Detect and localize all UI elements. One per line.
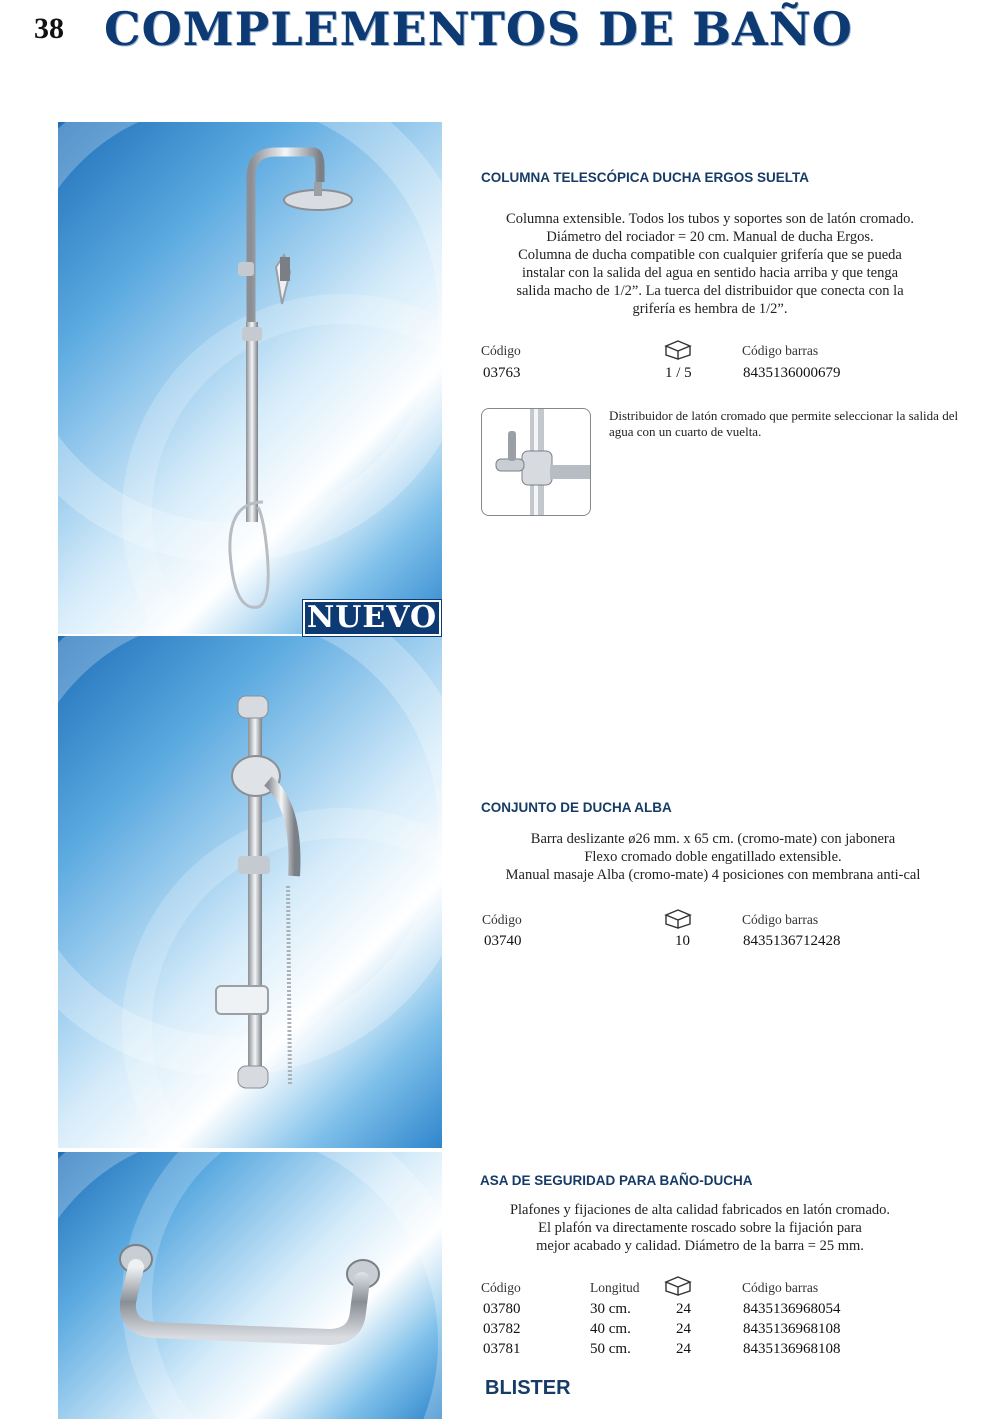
code-label: Código: [482, 912, 522, 927]
product-image-shower-column: [58, 122, 442, 634]
package-box-icon: [664, 909, 692, 929]
page-number: 38: [34, 12, 64, 45]
barcode-value: 8435136968108: [743, 1321, 841, 1337]
barcode-label: Código barras: [742, 343, 819, 358]
product-title: ASA DE SEGURIDAD PARA BAÑO-DUCHA: [480, 1173, 753, 1188]
product-length: 50 cm.: [590, 1341, 631, 1357]
package-quantity: 10: [675, 933, 690, 949]
description-line: Columna extensible. Todos los tubos y soportes son de latón cromado.: [506, 211, 914, 227]
description-line: salida macho de 1/2”. La tuerca del distribuidor que conecta con la: [516, 283, 904, 299]
barcode-value: 8435136968108: [743, 1341, 841, 1357]
blister-label: BLISTER: [485, 1377, 571, 1399]
product-image-grab-bar: [58, 1152, 442, 1419]
grab-bar-illustration: [58, 1152, 442, 1419]
product-length: 40 cm.: [590, 1321, 631, 1337]
package-box-icon: [664, 1276, 692, 1296]
package-quantity: 1 / 5: [665, 365, 692, 381]
shower-column-illustration: [58, 122, 442, 634]
barcode-value: 8435136712428: [743, 933, 841, 949]
page-title: COMPLEMENTOS DE BAÑO: [104, 2, 853, 56]
code-label: Código: [481, 1280, 521, 1295]
product-code: 03782: [483, 1321, 521, 1337]
product-description: [470, 210, 950, 318]
product-description: [465, 1201, 935, 1255]
distributor-image: [481, 408, 591, 516]
length-label: Longitud: [590, 1280, 640, 1295]
description-line: instalar con la salida del agua en sentido hacia arriba y que tenga: [521, 265, 899, 281]
description-line: Columna de ducha compatible con cualquier grifería que se pueda: [518, 247, 902, 263]
distributor-illustration: [482, 409, 590, 515]
shower-set-illustration: [58, 636, 442, 1148]
package-quantity: 24: [676, 1321, 691, 1337]
description-line: mejor acabado y calidad. Diámetro de la barra = 25 mm.: [536, 1238, 864, 1254]
description-line: Diámetro del rociador = 20 cm. Manual de ducha Ergos.: [546, 229, 874, 245]
product-image-shower-set: [58, 636, 442, 1148]
barcode-value: 8435136000679: [743, 365, 841, 381]
code-label: Código: [481, 343, 521, 358]
product-code: 03763: [483, 365, 521, 381]
barcode-label: Código barras: [742, 1280, 819, 1295]
description-line: Barra deslizante ø26 mm. x 65 cm. (cromo-mate) con jabonera: [530, 831, 896, 847]
barcode-value: 8435136968054: [743, 1301, 841, 1317]
distributor-note: Distribuidor de latón cromado que permite seleccionar la salida del agua con un cuarto de vuelta.: [609, 408, 959, 439]
product-length: 30 cm.: [590, 1301, 631, 1317]
description-line: grifería es hembra de 1/2”.: [632, 301, 788, 317]
product-description: [470, 830, 956, 884]
barcode-label: Código barras: [742, 912, 819, 927]
description-line: Flexo cromado doble engatillado extensible.: [584, 849, 842, 865]
package-box-icon: [664, 340, 692, 360]
product-code: 03780: [483, 1301, 521, 1317]
description-line: El plafón va directamente roscado sobre la fijación para: [538, 1220, 862, 1236]
description-line: Plafones y fijaciones de alta calidad fabricados en latón cromado.: [509, 1202, 891, 1218]
product-code: 03740: [484, 933, 522, 949]
product-code: 03781: [483, 1341, 521, 1357]
description-line: Manual masaje Alba (cromo-mate) 4 posiciones con membrana anti-cal: [505, 867, 921, 883]
package-quantity: 24: [676, 1341, 691, 1357]
new-badge: NUEVO: [303, 600, 441, 636]
product-title: CONJUNTO DE DUCHA ALBA: [481, 800, 672, 815]
package-quantity: 24: [676, 1301, 691, 1317]
product-title: COLUMNA TELESCÓPICA DUCHA ERGOS SUELTA: [481, 170, 810, 185]
